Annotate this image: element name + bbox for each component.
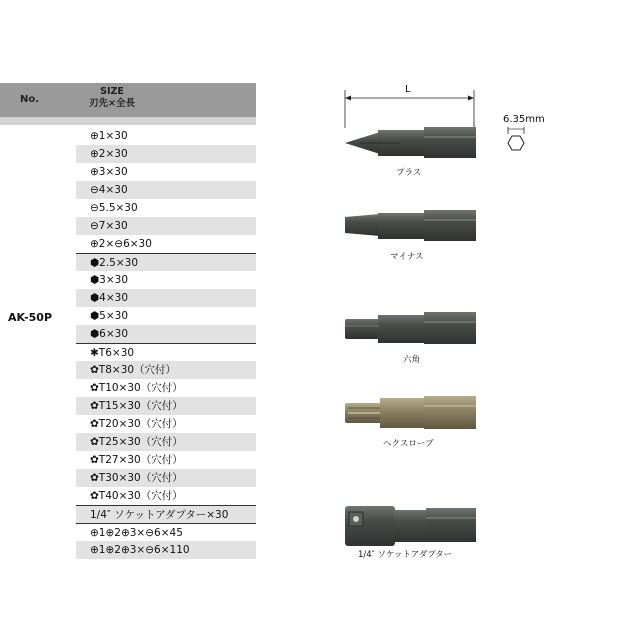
list-item: ✿T27×30（穴付）	[90, 454, 183, 466]
header-no: No.	[20, 94, 40, 105]
caption-minus: マイナス	[390, 252, 424, 262]
list-item: ⬢6×30	[76, 325, 256, 343]
list-item: ✿T8×30（穴付）	[76, 361, 256, 379]
hex-icon	[508, 127, 524, 150]
list-item: ⬢3×30	[90, 274, 129, 286]
header-size-sub: 刃先×全長	[89, 98, 135, 109]
list-item: ⊖4×30	[76, 181, 256, 199]
list-item: ✿T10×30（穴付）	[90, 382, 183, 394]
list-item: ⊖5.5×30	[90, 202, 138, 214]
caption-socket-adapter: 1/4″ ソケットアダプター	[358, 550, 453, 560]
hex-bit-image	[345, 312, 476, 344]
minus-bit-image	[345, 210, 476, 241]
list-item: ⊕2×⊖6×30	[90, 238, 152, 250]
list-item: ✿T15×30（穴付）	[76, 397, 256, 415]
list-item: ⊕1⊕2⊕3×⊖6×110	[76, 541, 256, 559]
list-item: ⊕2×30	[76, 145, 256, 163]
list-item: ✿T30×30（穴付）	[76, 469, 256, 487]
list-item: ⊖7×30	[76, 217, 256, 235]
caption-plus: プラス	[396, 168, 422, 178]
model-number: AK-50P	[8, 311, 53, 324]
length-dimension	[345, 90, 474, 128]
socket-adapter-image	[345, 506, 476, 546]
list-item: ✱T6×30	[76, 343, 256, 361]
header-size-title: SIZE	[100, 86, 124, 97]
length-label: L	[405, 84, 411, 95]
list-item: ⊕3×30	[90, 166, 128, 178]
list-item: ⬢2.5×30	[76, 253, 256, 271]
list-item: ⬢4×30	[76, 289, 256, 307]
list-item: ⊕1⊕2⊕3×⊖6×45	[76, 523, 256, 541]
caption-hexlobe: ヘクスローブ	[383, 439, 434, 449]
list-item: ✿T25×30（穴付）	[76, 433, 256, 451]
list-item: ⊕1×30	[90, 130, 128, 142]
list-item: ⬢5×30	[90, 310, 129, 322]
plus-bit-image	[345, 127, 476, 158]
list-item: ✿T20×30（穴付）	[90, 418, 183, 430]
hexlobe-bit-image	[345, 396, 476, 429]
list-item: ✿T40×30（穴付）	[90, 490, 183, 502]
hex-size-label: 6.35mm	[503, 114, 545, 125]
list-item: 1/4″ ソケットアダプター×30	[76, 505, 256, 523]
caption-hex: 六角	[403, 355, 421, 365]
